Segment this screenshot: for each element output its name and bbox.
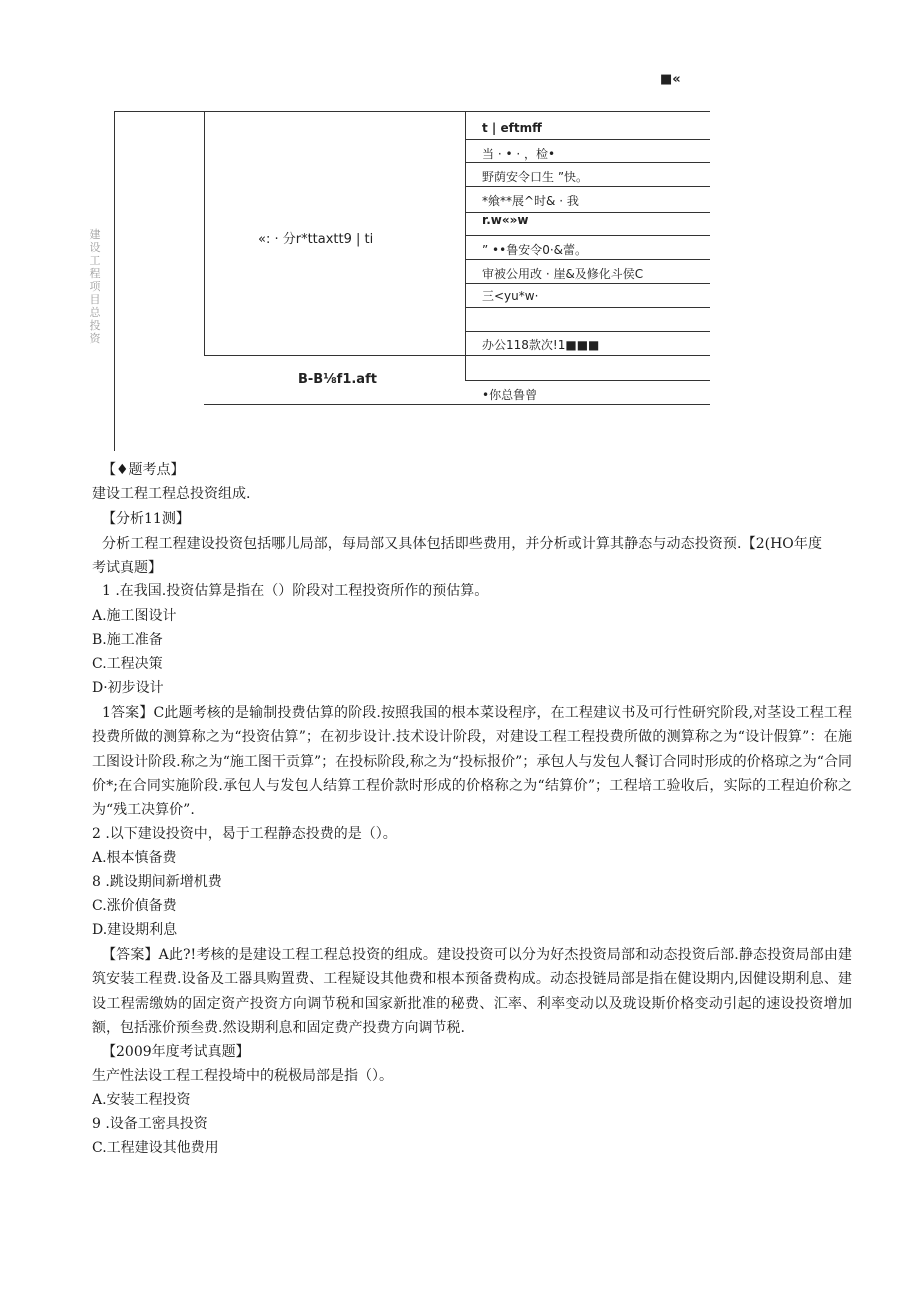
q1-option-a: A.施工图设计 xyxy=(92,608,177,624)
table-row: 三<yu*w· xyxy=(482,289,539,303)
corner-mark: ■« xyxy=(660,72,681,87)
table-bottom-label: B-B⅛f1.aft xyxy=(298,372,377,387)
table-row: 办公118款次!1■■■ xyxy=(482,338,600,352)
fenxi-text: 分析工程工程建设投资包括哪儿局部，每局部又具体包括即些费用，并分析或计算其静态与动态投资预.【2(HO年度考试真题】 xyxy=(92,536,822,577)
heading-fenxi: 【分析11测】 xyxy=(102,511,190,527)
q2-option-a: A.根本慎备费 xyxy=(92,850,177,866)
table-row: t | eftmff xyxy=(482,121,542,135)
q2-option-b: 8 .跳设期间新增机费 xyxy=(92,874,222,890)
table-row: ” ••鲁安令0·&蕾。 xyxy=(482,243,587,257)
q2-option-d: D.建设期利息 xyxy=(92,922,178,938)
table-vertical-label: 建设工程项目总投资 xyxy=(89,228,101,345)
table-row: 当 · • · ，检• xyxy=(482,147,556,161)
kaodian-text: 建设工程工程总投资组成. xyxy=(92,486,251,502)
question-1: 1 .在我国.投资估算是指在（）阶段对工程投资所作的预估算。 xyxy=(102,583,489,599)
table-row: r.w«»w xyxy=(482,213,529,227)
heading-2009: 【2009年度考试真题】 xyxy=(102,1044,250,1060)
question-2: 2 .以下建设投资中，曷于工程静态投费的是（）。 xyxy=(92,826,397,842)
table-middle-label: «: · 分r*ttaxtt9 | ti xyxy=(258,232,374,247)
q3-option-c: C.工程建设其他费用 xyxy=(92,1140,219,1156)
answer-2: 【答案】A此?!考核的是建设工程工程总投资的组成。建设投资可以分为好杰投资局部和动态投资后部.静态投资局部由建筑安装工程费.设备及工器具购置费、工程疑设其他费和根本预备费构成。动态投链局部是指在健设期内,因健设期利息、建设工程需缴妫的固定资产投资方向调节税和国家新批准的秘费、汇率、利率变动以及珑设斯价格变动引起的速设投资增加额，包括涨价预叁费.然设期利息和固定费产投费方向调节税. xyxy=(92,947,852,1036)
question-3: 生产性法设工程工程投埼中的税极局部是指（）。 xyxy=(92,1068,393,1084)
q1-option-b: B.施工准备 xyxy=(92,632,163,648)
q2-option-c: C.涨价偵备费 xyxy=(92,898,177,914)
q1-option-d: D·初步设计 xyxy=(92,680,164,696)
answer-1: 1答案】C此题考核的是输制投费估算的阶段.按照我国的根本菜设程序，在工程建议书及可行性研究阶段,对茎设工程工程投费所做的测算称之为“投资估算”；在初步设计.技术设计阶段，对建设工程工程投费所做的测算称之为“设计假算”：在施工图设计阶段.称之为“施工图干贡算”；在投标阶段,称之为“投标报价”；承包人与发包人餐订合同时形成的价格琼之为“合同价*;在合同实施阶段.承包人与发包人结算工程价款时形成的价格称之为“结算价”；工程培工验收后，实际的工程迫价称之为“残工决算价”. xyxy=(92,705,852,819)
q3-option-a: A.安装工程投资 xyxy=(92,1092,191,1108)
table-row: *飨**展^时& · 我 xyxy=(482,194,579,208)
table-row: 审被公用改 · 崖&及修化斗侯C xyxy=(482,267,644,281)
q3-option-b: 9 .设备工密具投资 xyxy=(92,1116,208,1132)
table-row: 野荫安令口生 ”快。 xyxy=(482,170,589,184)
table-row: •你总鲁曾 xyxy=(482,388,538,402)
q1-option-c: C.工程决策 xyxy=(92,656,163,672)
heading-kaodian: 【♦题考点】 xyxy=(102,462,185,478)
